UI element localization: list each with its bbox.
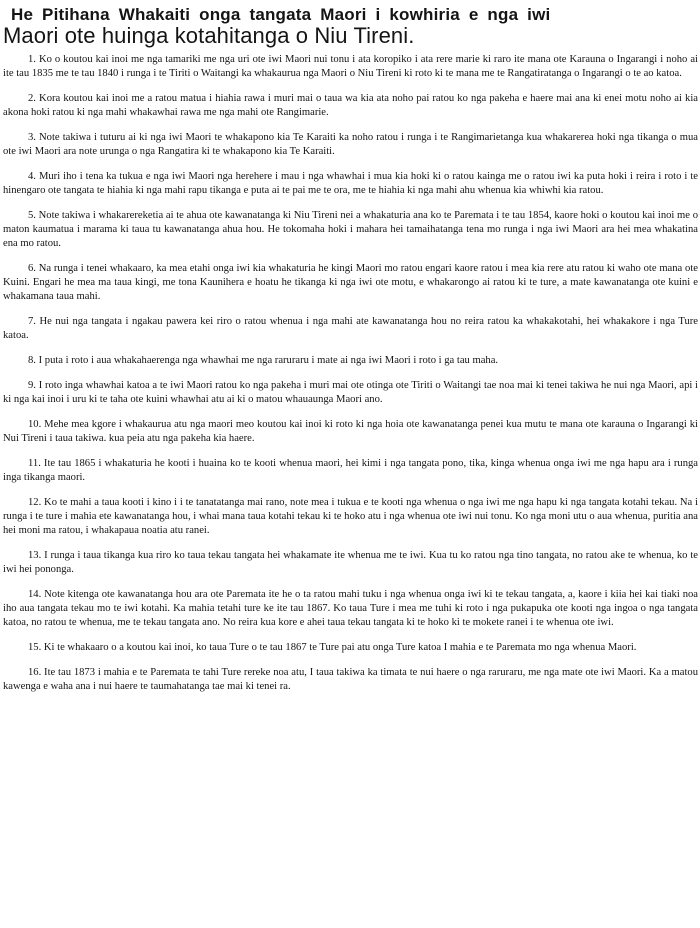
paragraph-12: 12. Ko te mahi a taua kooti i kino i i te tanatatanga mai rano, note mea i tukua e te kooti nga whenua o nga iwi me nga hapu ki nga tangata kotahi tekau. Na i runga i te ture i mahia ete kawanatanga hou, i whai mana taua kotahi tekau ki te hoko atu i nga whenua ote iwi nui tonu. Ko nga moni utu o aua whenua, puritia ana hei moni ma ratou, i whakapaua noatia atu ranei. — [3, 497, 698, 536]
paragraph-3: 3. Note takiwa i tuturu ai ki nga iwi Maori te whakapono kia Te Karaiti ka noho ratou i runga i te Rangimarietanga kua whakarerea hoki nga tikanga o mua ote iwi Maori ara note urunga o nga Rangatira ki te whakapono kia Te Karaiti. — [3, 132, 698, 157]
paragraph-6: 6. Na runga i tenei whakaaro, ka mea etahi onga iwi kia whakaturia he kingi Maori mo ratou engari kaore ratou i mea kia rere atu ratou ki waho ote mana ote Kuini. Engari he mea ma taua kingi, me tona Kaunihera e hoatu he tikanga ki nga iwi ote motu, e whakarongo ai ratou ki te ture, a mate kawanatanga ote kuini e whakamana taua mahi. — [3, 263, 698, 302]
paragraph-4: 4. Muri iho i tena ka tukua e nga iwi Maori nga herehere i mau i nga whawhai i mua kia hoki ki o ratou kainga me o ratou iwi ka puta hoki i reira i roto i te hinengaro ote tangata te hiahia ki nga mahi rapu tikanga e puta ai te pai me te ora, me te hiahia ki nga mahi ahu whenua kia whiwhi kia ratou. — [3, 171, 698, 196]
paragraph-15: 15. Ki te whakaaro o a koutou kai inoi, ko taua Ture o te tau 1867 te Ture pai atu onga Ture katoa I mahia e te Paremata mo nga whenua Maori. — [28, 642, 637, 653]
paragraph-9: 9. I roto inga whawhai katoa a te iwi Maori ratou ko nga pakeha i muri mai ote otinga ote Tiriti o Waitangi tae noa mai ki tenei takiwa he nui nga Maori, api i ki nga kai inoi i uru ki te taha ote kuini whawhai atu ai ki o matou whauaunga Maori ano. — [3, 380, 698, 405]
paragraph-10: 10. Mehe mea kgore i whakaurua atu nga maori meo koutou kai inoi ki roto ki nga hoia ote kawanatanga penei kua mutu te mana ote karauna o Ingarangi ki Nui Tireni i taua takiwa. kua peia atu nga pakeha kia haere. — [3, 419, 698, 444]
document-title-line-2: Maori ote huinga kotahitanga o Niu Tireni. — [3, 23, 415, 48]
paragraph-13: 13. I runga i taua tikanga kua riro ko taua tekau tangata hei whakamate ite whenua me te iwi. Kua tu ko ratou nga tino tangata, no ratou ake te whenua, ko te iwi hei pononga. — [3, 550, 698, 575]
paragraph-14: 14. Note kitenga ote kawanatanga hou ara ote Paremata ite he o ta ratou mahi tuku i nga whenua onga iwi ki te tekau tangata, a, kaore i kiia hei kai tiaki noa iho aua tangata tekau mo te iwi kotahi. Ka mahia tetahi ture ke ite tau 1867. Ko taua Ture i mea me tuhi ki roto i nga pukapuka ote kooti nga ingoa o nga tangata katoa, no ratou te whenua, me te tekau tangata ano. No reira kua kore e ahei taua tekau tangata ki te hoko ki te mokete ranei i te whenua ote iwi. — [3, 589, 698, 628]
paragraph-2: 2. Kora koutou kai inoi me a ratou matua i hiahia rawa i muri mai o taua wa kia ata noho pai ratou ko nga pakeha e haere mai ana ki enei motu noho ai kia akona hoki ratou ki nga mahi whakawhai rawa me nga mahi ote Rangimarie. — [3, 93, 698, 118]
paragraph-16: 16. Ite tau 1873 i mahia e te Paremata te tahi Ture rereke noa atu, I taua takiwa ka timata te nui haere o nga raruraru, me nga mate ote iwi Maori. Ka a matou kawenga e waha ana i nui haere te taumahatanga tae mai ki tenei ra. — [3, 667, 698, 692]
paragraph-1: 1. Ko o koutou kai inoi me nga tamariki me nga uri ote iwi Maori nui tonu i ata koropiko i ata rere marie ki raro ite mana ote Karauna o Ingarangi i noho ai ite tau 1835 me te tau 1840 i runga i te Tiriti o Waitangi ka whakaurua nga Maori o Niu Tireni ki roto ki te mana me te Rangatiratanga o Ingarangi o te ao katoa. — [3, 54, 698, 79]
paragraph-8: 8. I puta i roto i aua whakahaerenga nga whawhai me nga raruraru i mate ai nga iwi Maori i roto i ga tau maha. — [28, 355, 499, 366]
paragraph-5: 5. Note takiwa i whakarereketia ai te ahua ote kawanatanga ki Niu Tireni nei a whakaturia ana ko te Paremata i te tau 1854, kaore hoki o koutou kai inoi me o maton kaumatua i marama ki taua tu kawanatanga ahua hou. He tokomaha hoki i mahara hei tamaihatanga tena mo runga i nga iwi Maori ara hei mea whakatina ena mo ratou. — [3, 210, 698, 249]
document-title-line-1: He Pitihana Whakaiti onga tangata Maori i kowhiria e nga iwi — [11, 5, 551, 24]
paragraph-7: 7. He nui nga tangata i ngakau pawera kei riro o ratou whenua i nga mahi ate kawanatanga hou no reira ratou ka whakakotahi, hei whakakore i nga Ture katoa. — [3, 316, 698, 341]
paragraph-11: 11. Ite tau 1865 i whakaturia he kooti i huaina ko te kooti whenua maori, hei kimi i nga tangata pono, tika, kinga whenua onga iwi me nga hapu ara i runga inga tikanga maori. — [3, 458, 698, 483]
